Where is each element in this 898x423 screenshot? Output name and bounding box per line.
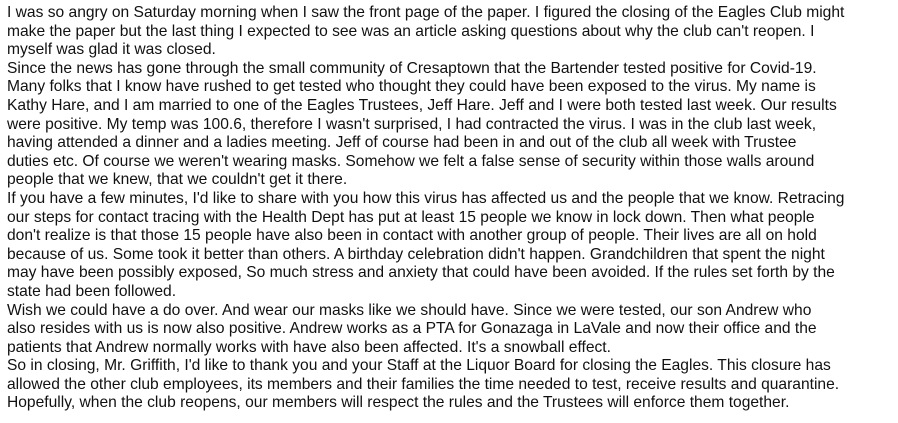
text-line: having attended a dinner and a ladies meeting. Jeff of course had been in and out of the club all week with Trustee	[7, 134, 797, 152]
paragraph-3	[7, 190, 895, 302]
text-line: also resides with us is now also positive. Andrew works as a PTA for Gonazaga in LaVale and now their office and the	[7, 320, 817, 338]
text-line: If you have a few minutes, I'd like to share with you how this virus has affected us and the people that we know. Retracing	[7, 189, 845, 207]
text-line: So in closing, Mr. Griffith, I'd like to thank you and your Staff at the Liquor Board for closing the Eagles. This closure has	[7, 357, 831, 375]
paragraph-5	[7, 357, 895, 413]
text-line: were positive. My temp was 100.6, therefore I wasn't surprised, I had contracted the virus. I was in the club last week,	[7, 115, 817, 133]
text-line: our steps for contact tracing with the Health Dept has put at least 15 people we know in lock down. Then what people	[7, 208, 815, 226]
text-line: may have been possibly exposed, So much stress and anxiety that could have been avoided. If the rules set forth by the	[7, 264, 835, 282]
text-line: make the paper but the last thing I expected to see was an article asking questions about why the club can't reopen. I	[7, 22, 815, 40]
text-line: Hopefully, when the club reopens, our members will respect the rules and the Trustees will enforce them together.	[7, 394, 790, 412]
paragraph-4	[7, 302, 895, 358]
text-line: I was so angry on Saturday morning when I saw the front page of the paper. I figured the closing of the Eagles Club might	[7, 4, 845, 21]
text-line: Kathy Hare, and I am married to one of the Eagles Trustees, Jeff Hare. Jeff and I were both tested last week. Our results	[7, 96, 837, 114]
paragraph-2	[7, 60, 895, 190]
paragraph-1	[7, 4, 895, 60]
text-line: Wish we could have a do over. And wear our masks like we should have. Since we were tested, our son Andrew who	[7, 301, 812, 319]
text-line: people that we knew, that we couldn't get it there.	[7, 171, 348, 189]
text-line: don't realize is that those 15 people have also been in contact with another group of people. Their lives are all on hold	[7, 227, 817, 245]
text-line: state had been followed.	[7, 282, 177, 300]
text-line: Many folks that I know have rushed to get tested who thought they could have been exposed to the virus. My name is	[7, 78, 816, 96]
text-line: duties etc. Of course we weren't wearing masks. Somehow we felt a false sense of security within those walls around	[7, 152, 815, 170]
text-line: allowed the other club employees, its members and their families the time needed to test, receive results and quarantine.	[7, 375, 840, 393]
text-line: Since the news has gone through the small community of Cresaptown that the Bartender tested positive for Covid-19.	[7, 59, 817, 77]
text-line: because of us. Some took it better than others. A birthday celebration didn't happen. Grandchildren that spent the night	[7, 245, 825, 263]
letter-body	[7, 4, 895, 413]
text-line: myself was glad it was closed.	[7, 41, 216, 59]
text-line: patients that Andrew normally works with have also been affected. It's a snowball effect.	[7, 338, 611, 356]
